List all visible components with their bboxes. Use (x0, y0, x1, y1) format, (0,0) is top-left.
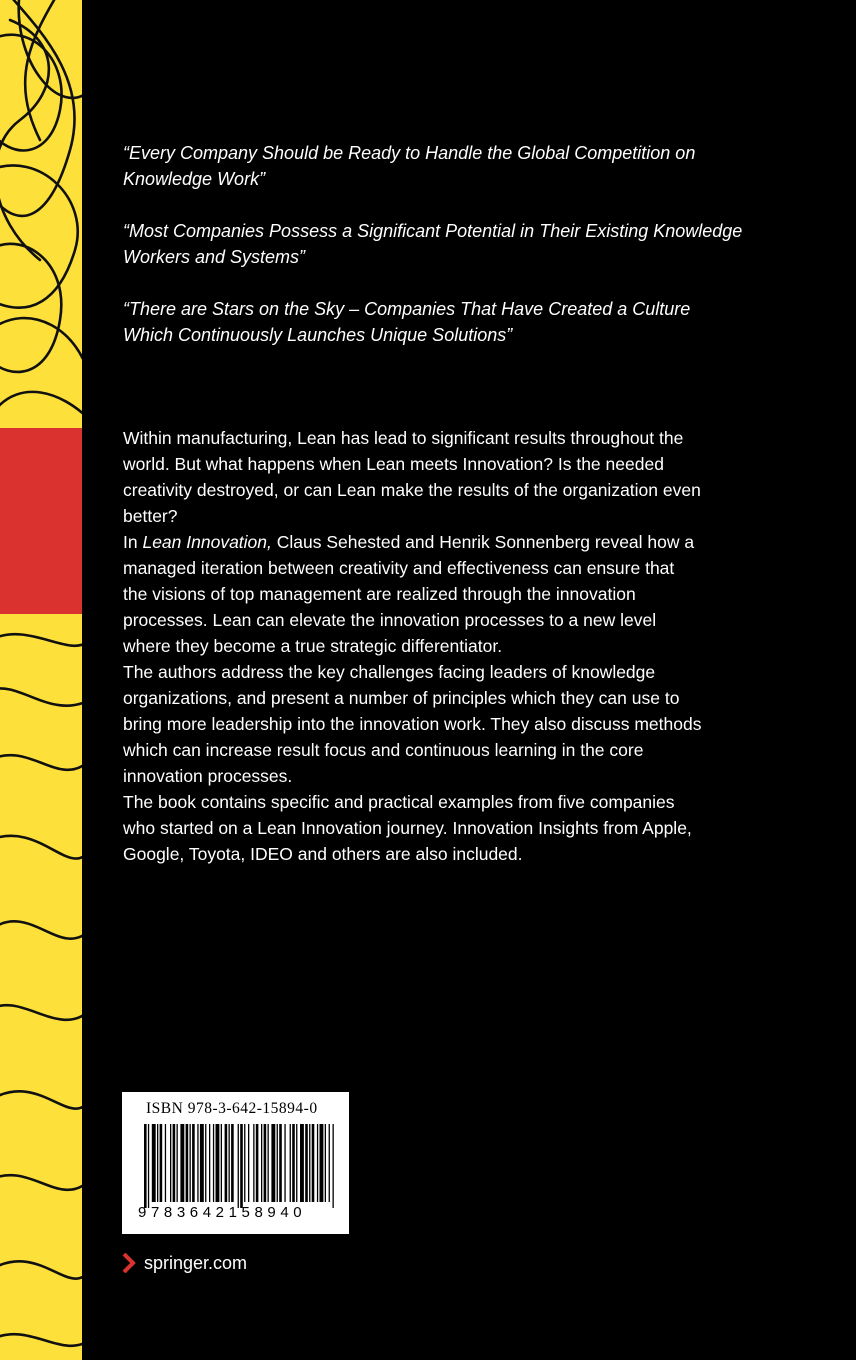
barcode-bar (264, 1124, 267, 1202)
barcode-bar (268, 1124, 269, 1202)
isbn-label: ISBN 978-3-642-15894-0 (146, 1100, 318, 1117)
publisher-link[interactable] (122, 1250, 247, 1276)
barcode-digits: 9783642158940 (138, 1204, 307, 1221)
barcode-bar (173, 1124, 176, 1202)
barcode-bar (244, 1124, 245, 1202)
paragraph-2-text: Claus Sehested and Henrik Sonnenberg reveal how a managed iteration between creativity and effectiveness can ensure that the visions of top management are realized through the innovation processes. Lean can elevate the innovation processes to a new level where they become a true strategic differentiator. (123, 532, 695, 656)
barcode-bar (209, 1124, 210, 1202)
barcode-bar (238, 1124, 239, 1208)
barcode-bar (329, 1124, 330, 1202)
book-title: Lean Innovation, (142, 532, 272, 552)
barcode-bar (292, 1124, 295, 1202)
spine-line-art (0, 0, 82, 1360)
barcode-bar (320, 1124, 324, 1202)
quote-3: “There are Stars on the Sky – Companies That Have Created a Culture Which Continuously Launches Unique Solutions” (123, 299, 691, 345)
barcode-bar (277, 1124, 278, 1202)
barcode-bar (177, 1124, 178, 1202)
barcode-bar (186, 1124, 189, 1202)
barcode-bar (261, 1124, 262, 1202)
description-paragraph-2 (123, 529, 703, 659)
barcode-bar (192, 1124, 195, 1202)
barcode-bar (197, 1124, 198, 1202)
barcode-bar (180, 1124, 184, 1202)
spine-red-band (0, 428, 82, 614)
barcode-bar (296, 1124, 297, 1202)
barcode-bar (205, 1124, 206, 1202)
spine-panel (0, 0, 82, 1360)
barcode-bar (157, 1124, 158, 1202)
barcode-bar (144, 1124, 147, 1208)
barcode-bar (216, 1124, 220, 1202)
paragraph-2-prefix: In (123, 532, 143, 552)
barcode-bar (148, 1124, 149, 1208)
barcode-bar (231, 1124, 234, 1202)
barcode-bar (325, 1124, 326, 1202)
barcode-bar (190, 1124, 191, 1202)
publisher-site: springer.com (144, 1252, 248, 1273)
quotes-section (123, 140, 743, 374)
quote-2: “Most Companies Possess a Significant Potential in Their Existing Knowledge Workers and Systems” (123, 221, 743, 267)
barcode-bar (225, 1124, 228, 1202)
barcode-bar (279, 1124, 282, 1202)
barcode-bar (248, 1124, 249, 1202)
barcode-bar (256, 1124, 259, 1202)
quote-1: “Every Company Should be Ready to Handle the Global Competition on Knowledge Work” (123, 143, 696, 189)
barcode-bar (229, 1124, 230, 1202)
barcode-bar (300, 1124, 304, 1202)
barcode-bar (309, 1124, 310, 1202)
description-paragraph-3: The authors address the key challenges facing leaders of knowledge organizations, and present a number of principles which they can use to bring more leadership into the innovation work. They also discuss methods which can increase result focus and continuous learning in the core innovation processes. (123, 662, 702, 786)
barcode-bar (165, 1124, 166, 1202)
barcode-bar (253, 1124, 254, 1202)
barcode-bar (221, 1124, 222, 1202)
barcode-bar (305, 1124, 308, 1202)
barcode-bar (240, 1124, 243, 1208)
barcode-bar (290, 1124, 291, 1202)
description-paragraph-4: The book contains specific and practical examples from five companies who started on a Lean Innovation journey. Innovation Insights from Apple, Google, Toyota, IDEO and others are also included. (123, 792, 692, 864)
barcode-bar (170, 1124, 171, 1202)
barcode-bar (312, 1124, 315, 1202)
barcode-bar (284, 1124, 285, 1202)
barcode-bar (152, 1124, 156, 1202)
isbn-barcode (122, 1092, 349, 1234)
barcode-bar (271, 1124, 275, 1202)
book-description (123, 425, 703, 867)
barcode-bar (317, 1124, 318, 1202)
barcode-bar (333, 1124, 334, 1208)
chevron-right-icon (122, 1253, 136, 1273)
barcode-bar (160, 1124, 163, 1202)
barcode-bar (200, 1124, 204, 1202)
description-paragraph-1: Within manufacturing, Lean has lead to significant results throughout the world. But what happens when Lean meets Innovation? Is the needed creativity destroyed, or can Lean make the results of the organization even better? (123, 428, 701, 526)
barcode-bar (213, 1124, 214, 1202)
